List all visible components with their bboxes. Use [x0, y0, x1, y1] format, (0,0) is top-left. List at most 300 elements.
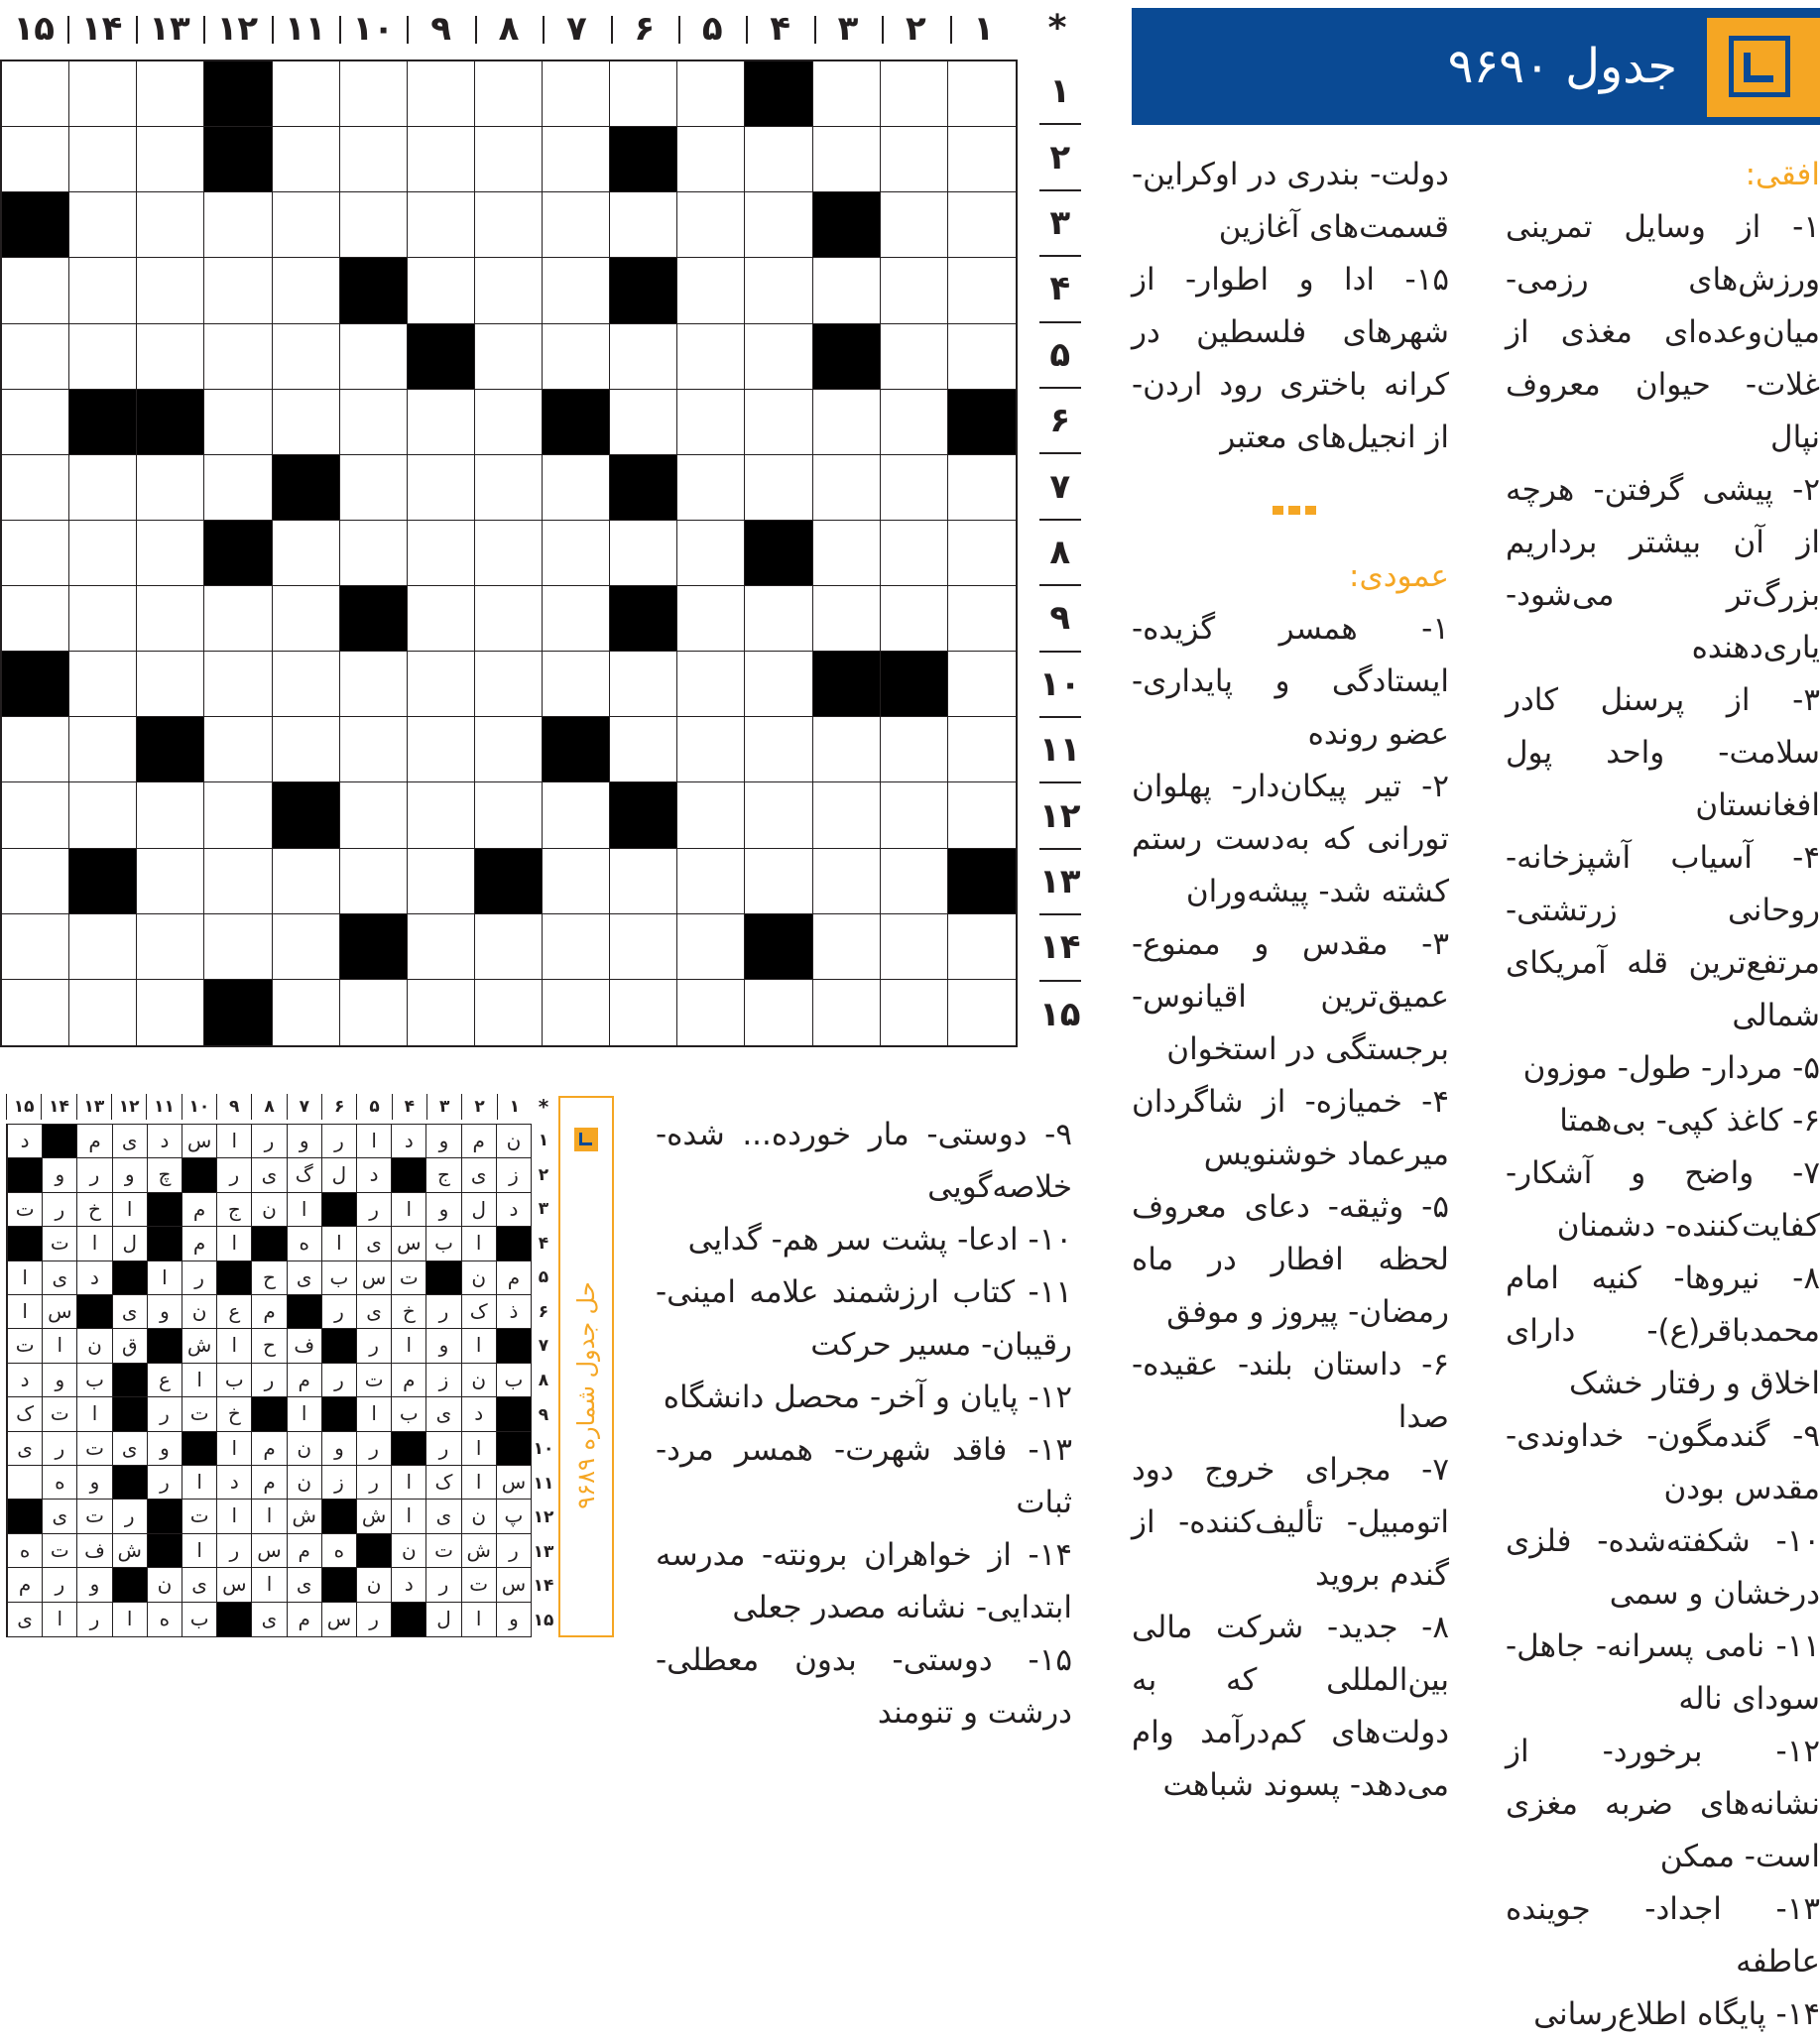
solution-letter: ا	[182, 1534, 216, 1568]
empty-cell[interactable]	[745, 455, 812, 521]
empty-cell[interactable]	[137, 849, 204, 914]
empty-cell[interactable]	[69, 717, 137, 782]
empty-cell[interactable]	[610, 61, 677, 127]
solution-black-cell	[321, 1193, 356, 1227]
empty-cell[interactable]	[408, 980, 475, 1045]
empty-cell[interactable]	[948, 324, 1016, 390]
solution-letter: و	[425, 1193, 460, 1227]
empty-cell[interactable]	[881, 586, 948, 652]
solution-letter: م	[182, 1193, 216, 1227]
solution-column-number: ۱۵	[6, 1094, 41, 1120]
empty-cell[interactable]	[745, 782, 812, 848]
empty-cell[interactable]	[745, 258, 812, 323]
empty-cell[interactable]	[813, 390, 881, 455]
empty-cell[interactable]	[340, 455, 408, 521]
empty-cell[interactable]	[204, 390, 272, 455]
empty-cell[interactable]	[137, 782, 204, 848]
empty-cell[interactable]	[745, 586, 812, 652]
empty-cell[interactable]	[2, 717, 69, 782]
solution-letter: ف	[76, 1534, 111, 1568]
empty-cell[interactable]	[813, 521, 881, 586]
section-divider-dots	[1273, 506, 1316, 515]
empty-cell[interactable]	[745, 652, 812, 717]
solution-letter: س	[321, 1603, 356, 1636]
empty-cell[interactable]	[745, 192, 812, 258]
empty-cell[interactable]	[137, 652, 204, 717]
solution-letter: ب	[425, 1227, 460, 1261]
empty-cell[interactable]	[408, 586, 475, 652]
empty-cell[interactable]	[2, 521, 69, 586]
empty-cell[interactable]	[881, 127, 948, 192]
solution-row-number: ۱۳	[533, 1541, 554, 1562]
row-number: ۹	[1039, 586, 1081, 652]
empty-cell[interactable]	[340, 390, 408, 455]
empty-cell[interactable]	[948, 455, 1016, 521]
solution-letter: ر	[216, 1534, 251, 1568]
empty-cell[interactable]	[677, 849, 745, 914]
main-grid-row-numbers	[1031, 60, 1083, 1047]
empty-cell[interactable]	[881, 455, 948, 521]
empty-cell[interactable]	[137, 521, 204, 586]
black-cell	[69, 849, 137, 914]
empty-cell[interactable]	[204, 192, 272, 258]
solution-letter: م	[182, 1227, 216, 1261]
empty-cell[interactable]	[543, 127, 610, 192]
solution-column-number: ۱۳	[76, 1094, 111, 1120]
empty-cell[interactable]	[408, 521, 475, 586]
empty-cell[interactable]	[745, 390, 812, 455]
empty-cell[interactable]	[408, 127, 475, 192]
empty-cell[interactable]	[69, 324, 137, 390]
empty-cell[interactable]	[745, 849, 812, 914]
solution-letter: پ	[496, 1500, 531, 1533]
empty-cell[interactable]	[475, 455, 543, 521]
empty-cell[interactable]	[543, 192, 610, 258]
empty-cell[interactable]	[2, 127, 69, 192]
empty-cell[interactable]	[273, 717, 340, 782]
down-clue: ۱۲- پایان و آخر- محصل دانشگاه	[663, 1380, 1072, 1415]
empty-cell[interactable]	[813, 849, 881, 914]
solution-letter: ا	[391, 1500, 425, 1533]
empty-cell[interactable]	[204, 586, 272, 652]
solution-letter: ی	[287, 1568, 321, 1602]
solution-row-number: ۴	[538, 1233, 549, 1254]
solution-letter: ل	[321, 1158, 356, 1192]
empty-cell[interactable]	[475, 127, 543, 192]
empty-cell[interactable]	[2, 258, 69, 323]
empty-cell[interactable]	[881, 324, 948, 390]
solution-column-number: ۸	[251, 1094, 286, 1120]
solution-column-number: ۱	[497, 1094, 532, 1120]
empty-cell[interactable]	[137, 258, 204, 323]
empty-cell[interactable]	[273, 980, 340, 1045]
empty-cell[interactable]	[2, 980, 69, 1045]
empty-cell[interactable]	[610, 652, 677, 717]
solution-black-cell	[216, 1603, 251, 1636]
empty-cell[interactable]	[881, 61, 948, 127]
empty-cell[interactable]	[137, 324, 204, 390]
black-cell	[610, 127, 677, 192]
solution-letter: ب	[391, 1397, 425, 1431]
empty-cell[interactable]	[677, 782, 745, 848]
empty-cell[interactable]	[340, 849, 408, 914]
empty-cell[interactable]	[340, 717, 408, 782]
down-clue: ۴- خمیازه- از شاگردان میرعماد خوشنویس	[1132, 1084, 1449, 1172]
empty-cell[interactable]	[408, 455, 475, 521]
empty-cell[interactable]	[204, 849, 272, 914]
empty-cell[interactable]	[881, 717, 948, 782]
empty-cell[interactable]	[948, 586, 1016, 652]
empty-cell[interactable]	[273, 127, 340, 192]
across-clue: ۵- مردار- طول- موزون	[1522, 1050, 1820, 1086]
empty-cell[interactable]	[948, 127, 1016, 192]
empty-cell[interactable]	[543, 849, 610, 914]
solution-letter: ذ	[496, 1295, 531, 1329]
empty-cell[interactable]	[543, 980, 610, 1045]
black-cell	[340, 258, 408, 323]
solution-letter: ت	[76, 1432, 111, 1466]
solution-letter: ی	[182, 1568, 216, 1602]
empty-cell[interactable]	[881, 192, 948, 258]
empty-cell[interactable]	[204, 455, 272, 521]
empty-cell[interactable]	[543, 782, 610, 848]
down-clue: ۲- تیر پیکان‌دار- پهلوان تورانی که به‌دست رستم کشته شد- پیشه‌وران	[1132, 769, 1449, 909]
solution-letter: ر	[42, 1568, 76, 1602]
empty-cell[interactable]	[948, 914, 1016, 980]
down-clue: ۸- جدید- شرکت مالی بین‌المللی که به دولت‌های کم‌درآمد وام می‌دهد- پسوند شباهت	[1132, 1610, 1449, 1803]
down-clue: ۳- مقدس و ممنوع- عمیق‌ترین اقیانوس- برجستگی در استخوان	[1132, 926, 1449, 1067]
empty-cell[interactable]	[2, 586, 69, 652]
empty-cell[interactable]	[948, 192, 1016, 258]
empty-cell[interactable]	[475, 652, 543, 717]
empty-cell[interactable]	[677, 717, 745, 782]
empty-cell[interactable]	[677, 324, 745, 390]
empty-cell[interactable]	[813, 586, 881, 652]
empty-cell[interactable]	[340, 782, 408, 848]
solution-black-cell	[112, 1397, 147, 1431]
empty-cell[interactable]	[137, 61, 204, 127]
empty-cell[interactable]	[69, 586, 137, 652]
empty-cell[interactable]	[475, 390, 543, 455]
empty-cell[interactable]	[543, 652, 610, 717]
solution-letter: ر	[496, 1534, 531, 1568]
black-cell	[408, 324, 475, 390]
solution-letter: م	[287, 1603, 321, 1636]
row-number: ۱	[1039, 60, 1081, 125]
empty-cell[interactable]	[948, 717, 1016, 782]
solution-letter: ر	[356, 1329, 391, 1363]
empty-cell[interactable]	[610, 324, 677, 390]
empty-cell[interactable]	[745, 717, 812, 782]
empty-cell[interactable]	[475, 586, 543, 652]
empty-cell[interactable]	[813, 455, 881, 521]
empty-cell[interactable]	[948, 980, 1016, 1045]
solution-letter: ر	[251, 1125, 286, 1158]
empty-cell[interactable]	[204, 717, 272, 782]
empty-cell[interactable]	[69, 192, 137, 258]
empty-cell[interactable]	[813, 782, 881, 848]
solution-letter: ا	[42, 1603, 76, 1636]
empty-cell[interactable]	[813, 127, 881, 192]
empty-cell[interactable]	[408, 782, 475, 848]
empty-cell[interactable]	[408, 914, 475, 980]
empty-cell[interactable]	[677, 127, 745, 192]
empty-cell[interactable]	[475, 717, 543, 782]
black-cell	[610, 782, 677, 848]
column-number: ۶	[611, 4, 678, 54]
empty-cell[interactable]	[340, 324, 408, 390]
empty-cell[interactable]	[948, 652, 1016, 717]
empty-cell[interactable]	[881, 258, 948, 323]
down-clue: ۱۴- از خواهران برونته- مدرسه ابتدایی- نشانه مصدر جعلی	[656, 1537, 1072, 1625]
empty-cell[interactable]	[813, 914, 881, 980]
empty-cell[interactable]	[948, 782, 1016, 848]
empty-cell[interactable]	[273, 390, 340, 455]
solution-letter: ا	[76, 1227, 111, 1261]
solution-row-number: ۶	[538, 1301, 549, 1322]
black-cell	[948, 390, 1016, 455]
solution-letter: ت	[42, 1534, 76, 1568]
empty-cell[interactable]	[69, 782, 137, 848]
empty-cell[interactable]	[273, 61, 340, 127]
solution-letter: ت	[42, 1397, 76, 1431]
empty-cell[interactable]	[69, 258, 137, 323]
empty-cell[interactable]	[2, 914, 69, 980]
empty-cell[interactable]	[475, 914, 543, 980]
empty-cell[interactable]	[610, 192, 677, 258]
empty-cell[interactable]	[137, 192, 204, 258]
empty-cell[interactable]	[2, 782, 69, 848]
empty-cell[interactable]	[610, 914, 677, 980]
black-cell	[137, 717, 204, 782]
empty-cell[interactable]	[273, 652, 340, 717]
empty-cell[interactable]	[475, 782, 543, 848]
empty-cell[interactable]	[69, 914, 137, 980]
empty-cell[interactable]	[340, 652, 408, 717]
solution-letter: ب	[216, 1364, 251, 1397]
solution-letter: د	[216, 1466, 251, 1500]
empty-cell[interactable]	[408, 717, 475, 782]
solution-letter: ی	[461, 1158, 496, 1192]
solution-row-number: ۱۱	[533, 1473, 554, 1494]
solution-letter: م	[287, 1364, 321, 1397]
empty-cell[interactable]	[543, 586, 610, 652]
empty-cell[interactable]	[408, 61, 475, 127]
empty-cell[interactable]	[408, 390, 475, 455]
empty-cell[interactable]	[273, 914, 340, 980]
empty-cell[interactable]	[677, 192, 745, 258]
empty-cell[interactable]	[745, 127, 812, 192]
solution-row-number: ۱۰	[533, 1439, 554, 1460]
down-clue: ۵- وثیقه- دعای معروف لحظه افطار در ماه رمضان- پیروز و موفق	[1132, 1189, 1449, 1330]
empty-cell[interactable]	[543, 914, 610, 980]
solution-letter: ر	[42, 1193, 76, 1227]
empty-cell[interactable]	[204, 652, 272, 717]
solution-letter: ن	[251, 1193, 286, 1227]
solution-letter: ر	[425, 1568, 460, 1602]
solution-column-number: ۲	[461, 1094, 496, 1120]
solution-letter: ا	[182, 1364, 216, 1397]
solution-row-number: ۱	[538, 1131, 549, 1151]
empty-cell[interactable]	[881, 980, 948, 1045]
empty-cell[interactable]	[340, 980, 408, 1045]
solution-letter: ع	[147, 1364, 182, 1397]
empty-cell[interactable]	[948, 521, 1016, 586]
empty-cell[interactable]	[677, 980, 745, 1045]
empty-cell[interactable]	[813, 717, 881, 782]
empty-cell[interactable]	[881, 521, 948, 586]
empty-cell[interactable]	[677, 258, 745, 323]
empty-cell[interactable]	[475, 324, 543, 390]
empty-cell[interactable]	[204, 324, 272, 390]
black-cell	[204, 980, 272, 1045]
empty-cell[interactable]	[610, 849, 677, 914]
solution-letter: ن	[76, 1329, 111, 1363]
empty-cell[interactable]	[475, 61, 543, 127]
main-crossword-grid	[0, 60, 1018, 1047]
empty-cell[interactable]	[408, 192, 475, 258]
empty-cell[interactable]	[677, 586, 745, 652]
empty-cell[interactable]	[2, 455, 69, 521]
solution-black-cell	[287, 1295, 321, 1329]
empty-cell[interactable]	[677, 390, 745, 455]
column-number: ۴	[746, 4, 813, 54]
empty-cell[interactable]	[745, 980, 812, 1045]
empty-cell[interactable]	[543, 61, 610, 127]
empty-cell[interactable]	[204, 782, 272, 848]
solution-letter: ا	[391, 1329, 425, 1363]
empty-cell[interactable]	[69, 127, 137, 192]
solution-letter: ک	[7, 1397, 42, 1431]
empty-cell[interactable]	[677, 455, 745, 521]
empty-cell[interactable]	[408, 652, 475, 717]
empty-cell[interactable]	[340, 61, 408, 127]
empty-cell[interactable]	[475, 258, 543, 323]
empty-cell[interactable]	[137, 914, 204, 980]
solution-black-cell	[216, 1261, 251, 1295]
black-cell	[745, 521, 812, 586]
black-cell	[610, 455, 677, 521]
across-clue: ۸- نیروها- کنیه امام محمدباقر(ع)- دارای اخلاق و رفتار خشک	[1506, 1261, 1820, 1401]
empty-cell[interactable]	[273, 258, 340, 323]
empty-cell[interactable]	[813, 258, 881, 323]
empty-cell[interactable]	[948, 258, 1016, 323]
empty-cell[interactable]	[69, 455, 137, 521]
empty-cell[interactable]	[475, 980, 543, 1045]
empty-cell[interactable]	[340, 521, 408, 586]
empty-cell[interactable]	[948, 61, 1016, 127]
empty-cell[interactable]	[273, 849, 340, 914]
empty-cell[interactable]	[543, 455, 610, 521]
empty-cell[interactable]	[881, 849, 948, 914]
empty-cell[interactable]	[2, 61, 69, 127]
solution-letter: س	[496, 1568, 531, 1602]
empty-cell[interactable]	[69, 652, 137, 717]
empty-cell[interactable]	[610, 717, 677, 782]
empty-cell[interactable]	[813, 61, 881, 127]
empty-cell[interactable]	[813, 980, 881, 1045]
empty-cell[interactable]	[745, 324, 812, 390]
empty-cell[interactable]	[69, 980, 137, 1045]
empty-cell[interactable]	[543, 521, 610, 586]
solution-black-cell	[76, 1295, 111, 1329]
empty-cell[interactable]	[137, 586, 204, 652]
solution-letter: ق	[112, 1329, 147, 1363]
empty-cell[interactable]	[543, 258, 610, 323]
empty-cell[interactable]	[543, 324, 610, 390]
solution-letter: خ	[216, 1397, 251, 1431]
empty-cell[interactable]	[677, 521, 745, 586]
solution-letter: س	[496, 1466, 531, 1500]
empty-cell[interactable]	[408, 258, 475, 323]
empty-cell[interactable]	[610, 521, 677, 586]
solution-letter: ع	[216, 1295, 251, 1329]
empty-cell[interactable]	[273, 324, 340, 390]
empty-cell[interactable]	[204, 258, 272, 323]
empty-cell[interactable]	[677, 914, 745, 980]
empty-cell[interactable]	[137, 455, 204, 521]
solution-black-cell	[321, 1329, 356, 1363]
empty-cell[interactable]	[881, 914, 948, 980]
solution-letter: ا	[42, 1329, 76, 1363]
solution-letter: ا	[391, 1193, 425, 1227]
column-number: ۷	[543, 4, 610, 54]
column-number: ۵	[678, 4, 746, 54]
row-number: ۱۳	[1039, 850, 1081, 915]
empty-cell[interactable]	[273, 521, 340, 586]
black-cell	[745, 61, 812, 127]
empty-cell[interactable]	[2, 390, 69, 455]
empty-cell[interactable]	[881, 390, 948, 455]
empty-cell[interactable]	[677, 652, 745, 717]
empty-cell[interactable]	[340, 127, 408, 192]
solution-black-cell	[356, 1534, 391, 1568]
empty-cell[interactable]	[610, 390, 677, 455]
row-number: ۶	[1039, 389, 1081, 454]
solution-letter: ن	[147, 1568, 182, 1602]
empty-cell[interactable]	[273, 586, 340, 652]
solution-row-number: ۸	[538, 1370, 549, 1390]
across-clue: ۱۴- پایگاه اطلاع‌رسانی	[1533, 1996, 1820, 2032]
empty-cell[interactable]	[204, 914, 272, 980]
solution-letter: چ	[147, 1158, 182, 1192]
solution-black-cell	[182, 1432, 216, 1466]
empty-cell[interactable]	[137, 980, 204, 1045]
empty-cell[interactable]	[2, 324, 69, 390]
empty-cell[interactable]	[273, 192, 340, 258]
column-number: ۳	[814, 4, 882, 54]
empty-cell[interactable]	[408, 849, 475, 914]
empty-cell[interactable]	[475, 521, 543, 586]
empty-cell[interactable]	[610, 980, 677, 1045]
black-cell	[273, 782, 340, 848]
empty-cell[interactable]	[2, 849, 69, 914]
empty-cell[interactable]	[677, 61, 745, 127]
solution-letter: و	[147, 1432, 182, 1466]
solution-letter: و	[147, 1295, 182, 1329]
solution-row-number: ۱۴	[533, 1576, 554, 1597]
solution-letter: ا	[147, 1261, 182, 1295]
empty-cell[interactable]	[475, 192, 543, 258]
empty-cell[interactable]	[137, 127, 204, 192]
empty-cell[interactable]	[881, 782, 948, 848]
solution-letter: گ	[287, 1158, 321, 1192]
empty-cell[interactable]	[69, 521, 137, 586]
empty-cell[interactable]	[340, 192, 408, 258]
solution-letter: ت	[182, 1500, 216, 1533]
empty-cell[interactable]	[69, 61, 137, 127]
solution-column-number: ۱۲	[111, 1094, 146, 1120]
